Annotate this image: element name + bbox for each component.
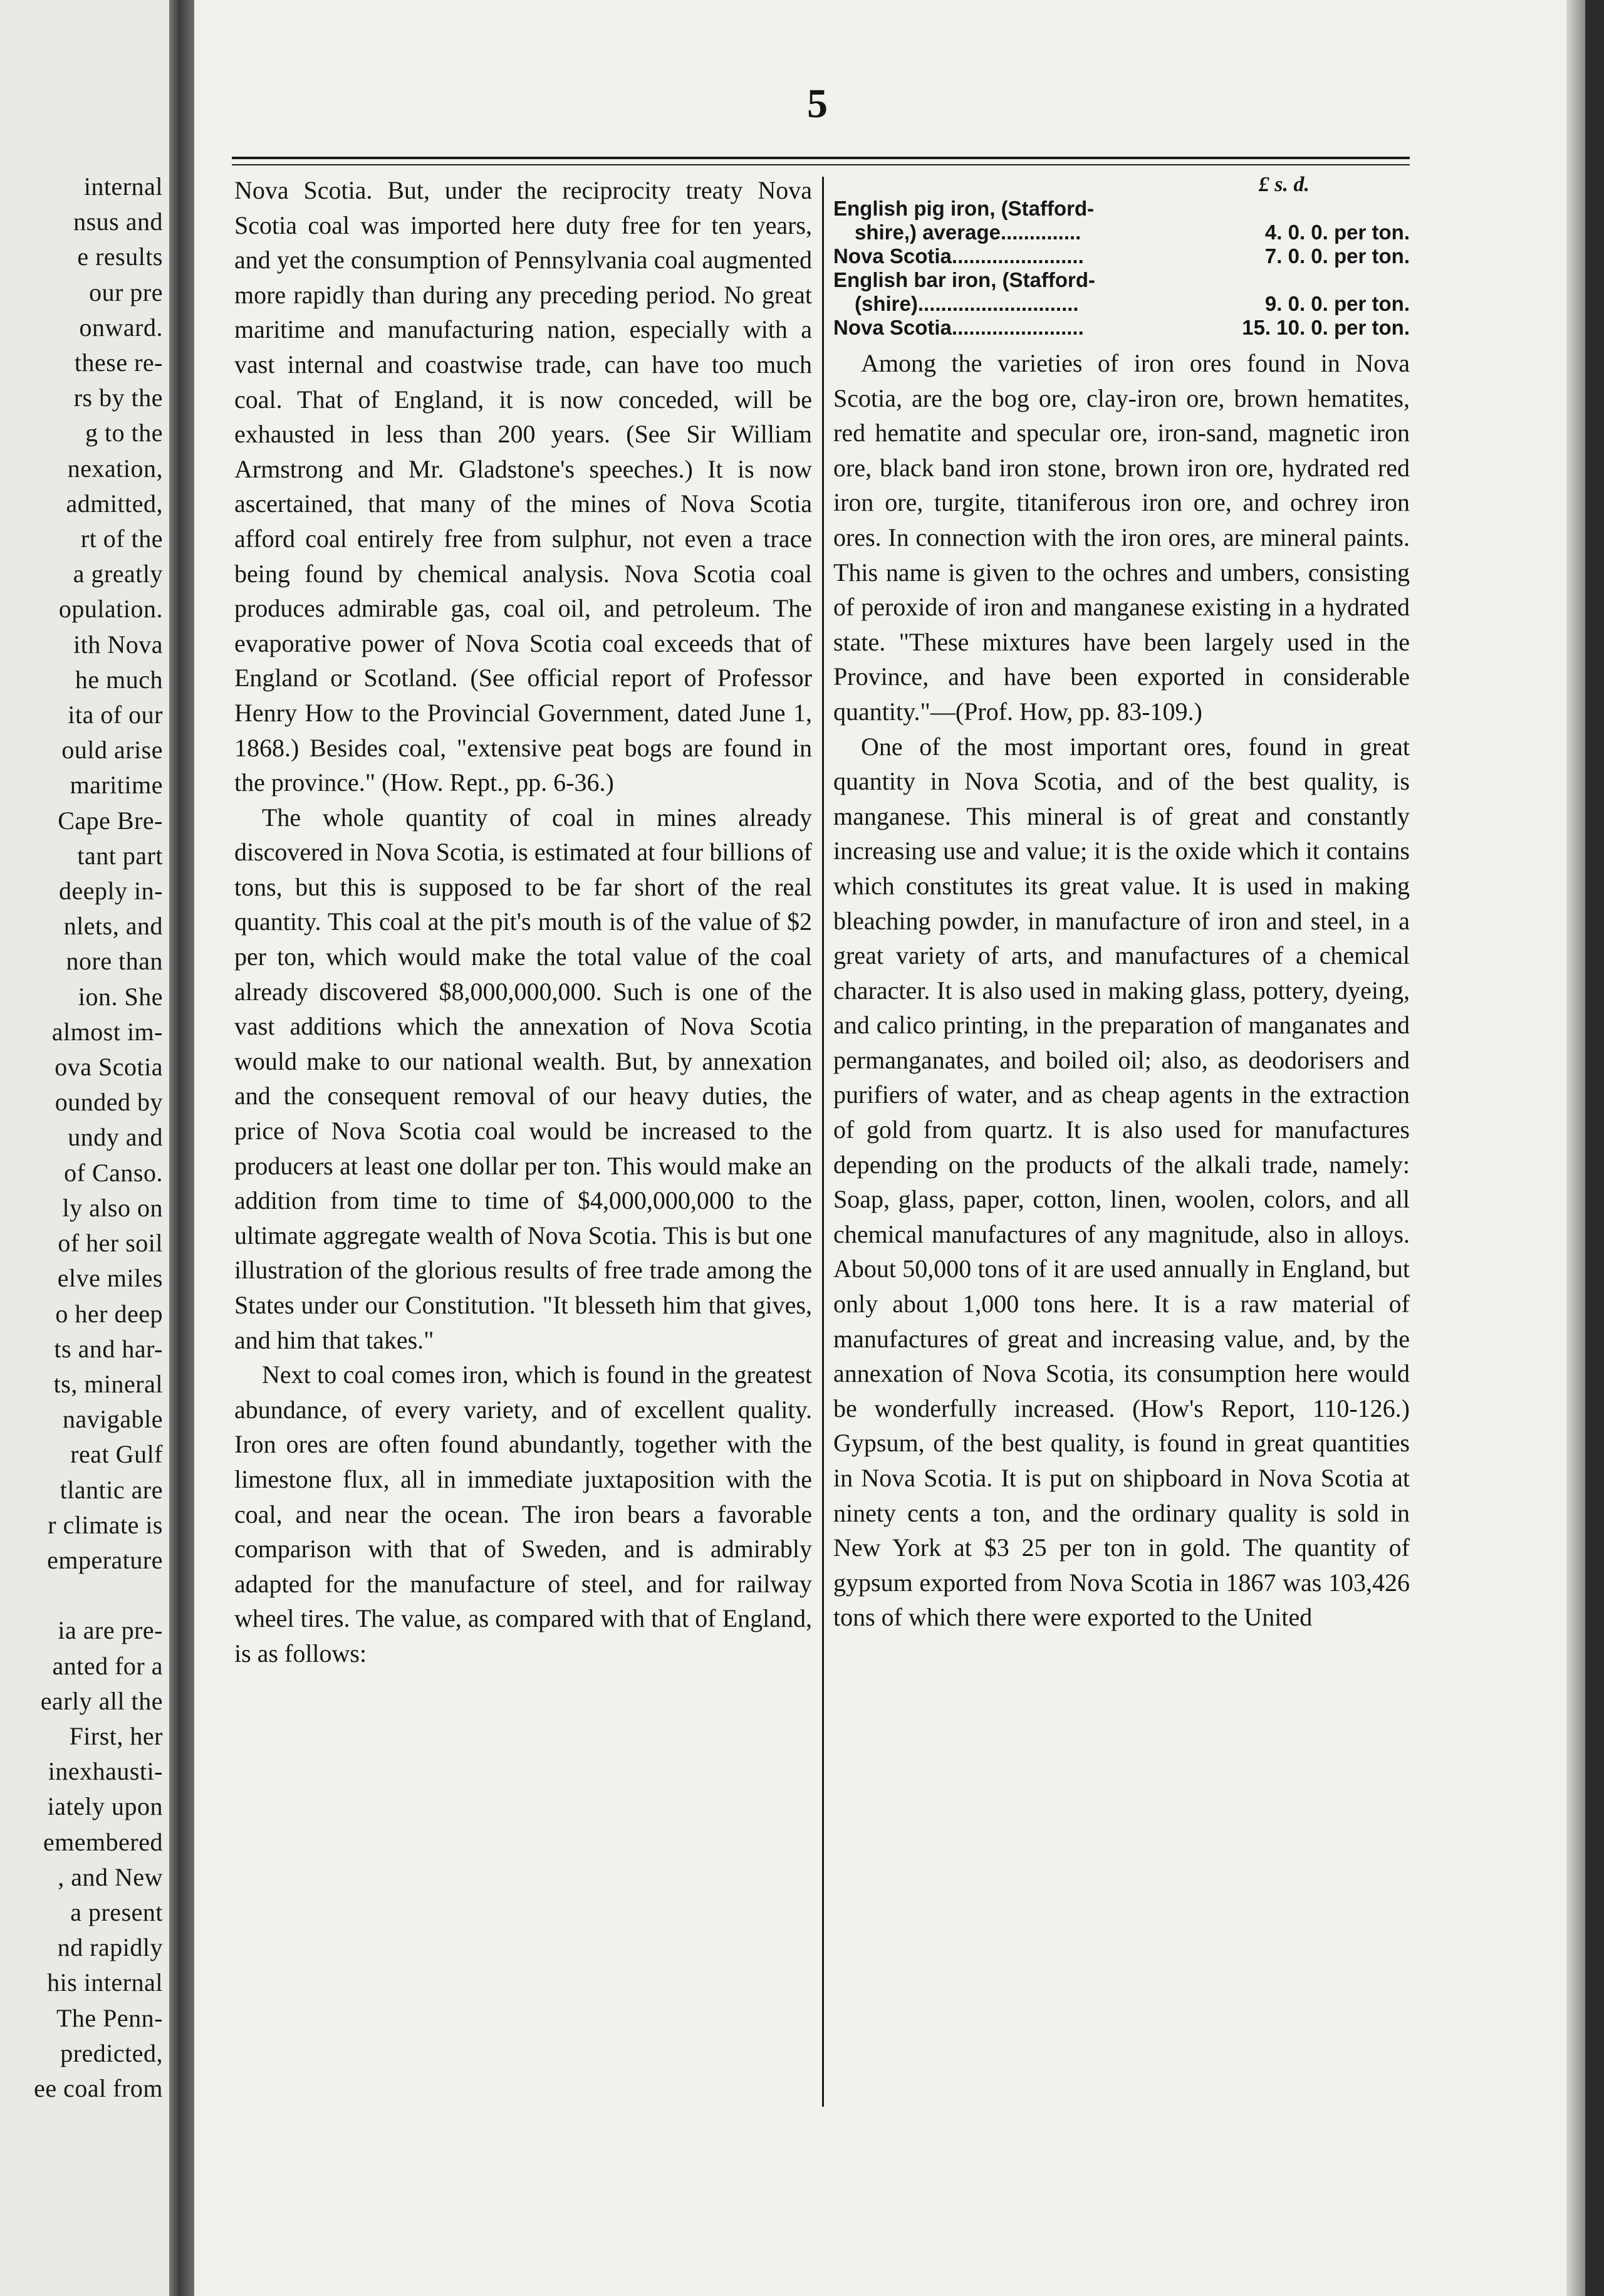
facing-page-fragment [0,0,169,2296]
facing-page-line: rs by the [73,384,163,412]
facing-page-line: anted for a [52,1651,163,1680]
price-row [833,316,1410,340]
book-gutter [169,0,194,2296]
price-row [833,244,1410,268]
facing-page-line: almost im- [51,1017,163,1046]
price-row [833,268,1410,292]
price-item: English bar iron, (Stafford- [833,268,1095,291]
facing-page-line: Cape Bre- [58,806,163,835]
facing-page-line: ly also on [62,1193,163,1222]
facing-page-line: emperature [47,1545,163,1574]
paragraph-iron: Next to coal comes iron, which is found in the greatest abundance, of every variety, and of excellent quality. Iron ores are often found abundantly, together with the limestone flux, all in immediate juxtaposition with the coal, and near the ocean. The iron bears a favorable comparison with that of Sweden, and is admirably adapted for the manufacture of steel, and for railway wheel tires. The value, as compared with that of England, is as follows: [234,1360,812,1667]
facing-page-line: iately upon [47,1792,163,1821]
facing-page-line: tlantic are [60,1475,163,1504]
page-number: 5 [807,81,828,127]
facing-page-line: early all the [40,1686,163,1715]
facing-page-line: inexhausti- [48,1757,163,1786]
price-table-header: £ s. d. [1258,173,1310,196]
facing-page-text [34,169,163,2106]
column-divider [822,177,824,2107]
header-rule [232,157,1410,159]
facing-page-line: nexation, [67,454,163,483]
paragraph-iron-ores: Among the varieties of iron ores found in Nova Scotia, are the bog ore, clay-iron ore, brown hematites, red hematite and specular ore, iron-sand, magnetic iron ore, black band iron stone, brown iron ore, hydrated red iron ore, turgite, titaniferous iron ore, and ochrey iron ores. In connection with the iron ores, are mineral paints. This name is given to the ochres and umbers, consisting of peroxide of iron and manganese existing in a hydrated state. "These mixtures have been largely used in the Province, and have been exported in considerable quantity."—(Prof. How, pp. 83-109.) [833,349,1410,726]
facing-page-line: nd rapidly [57,1933,163,1962]
facing-page-line: ova Scotia [55,1053,163,1082]
price-row [833,292,1410,316]
book-page [194,0,1585,2296]
header-rule-thin [232,164,1410,165]
facing-page-line: a greatly [73,560,163,588]
facing-page-line: reat Gulf [70,1440,163,1469]
facing-page-line: The Penn- [56,2003,163,2032]
right-column [833,173,1410,1635]
facing-page-line: admitted, [66,489,163,518]
facing-page-line: opulation. [58,595,163,624]
left-column [234,173,812,1671]
facing-page-line: First, her [69,1721,163,1750]
facing-page-line: he much [75,665,163,694]
facing-page-line: elve miles [57,1264,163,1293]
price-value: 7. 0. 0. per ton. [1264,244,1410,268]
facing-page-line: internal [83,172,163,201]
facing-page-line: nsus and [73,207,163,236]
iron-price-table [833,173,1410,340]
paragraph-manganese: One of the most important ores, found in great quantity in Nova Scotia, and of the best quality, is manganese. This mineral is of great and constantly increasing use and value; it is the oxide which it contains which constitutes its great value. It is used in making bleaching powder, in manufacture of iron and steel, in a great variety of arts, and manufactures of a chemical character. It is also used in making glass, pottery, dyeing, and calico printing, in the preparation of manganates and permanganates, and boiled oil; also, as deodorisers and purifiers of water, and as cheap agents in the extraction of gold from quartz. It is also used for manufactures depending on the products of the alkali trade, namely: Soap, glass, paper, cotton, linen, woolen, colors, and all chemical manufactures of any magnitude, also in alloys. About 50,000 tons of it are used annually in England, but only about 1,000 tons here. It is a raw material of manufactures of great and increasing value, and, by the annexation of Nova Scotia, its consumption here would be wonderfully increased. (How's Report, 110-126.) Gypsum, of the best quality, is found in great quantities in Nova Scotia. It is put on shipboard in Nova Scotia at ninety cents a ton, and the ordinary quality is sold in New York at $3 25 per ton in gold. The quantity of gypsum exported from Nova Scotia in 1867 was 103,426 tons of which there were exported to the United [833,732,1410,1632]
facing-page-line: of Canso. [64,1158,163,1187]
facing-page-line: emembered [43,1827,163,1856]
facing-page-line [34,1578,163,1613]
paragraph-coal-quantity: The whole quantity of coal in mines already discovered in Nova Scotia, is estimated at four billions of tons, but this is supposed to be far short of the real quantity. This coal at the pit's mouth is of the value of $2 per ton, which would make the total value of the coal already discovered $8,000,000,000. Such is one of the vast additions which the annexation of Nova Scotia would make to our national wealth. But, by annexation and the consequent removal of our heavy duties, the price of Nova Scotia coal would be increased to the producers at least one dollar per ton. This would make an addition from time to time of $4,000,000,000 to the ultimate aggregate wealth of Nova Scotia. This is but one illustration of the glorious results of free trade among the States under our Constitution. "It blesseth him that gives, and him that takes." [234,803,812,1354]
price-value: 15. 10. 0. per ton. [1242,316,1410,339]
facing-page-line: navigable [63,1405,163,1434]
facing-page-line: deeply in- [58,877,163,905]
price-item: Nova Scotia....................... [833,316,1084,339]
facing-page-line: ith Nova [73,630,163,659]
facing-page-line: ould arise [61,736,163,764]
price-value: 4. 0. 0. per ton. [1264,221,1410,244]
facing-page-line: nlets, and [63,912,163,941]
facing-page-line: g to the [85,419,163,447]
facing-page-line: of her soil [58,1229,163,1258]
price-item: Nova Scotia....................... [833,244,1084,268]
facing-page-line: onward. [79,313,163,342]
facing-page-line: ee coal from [34,2074,163,2102]
facing-page-line: ion. She [78,982,163,1011]
facing-page-line: ita of our [68,701,163,729]
price-item: shire,) average.............. [855,221,1081,244]
facing-page-line: ts and har- [54,1334,163,1363]
facing-page-line: ounded by [55,1088,163,1117]
page-edge [1566,0,1585,2296]
facing-page-line: e results [77,243,163,271]
facing-page-line: a present [70,1897,163,1926]
facing-page-line: maritime [70,771,163,800]
facing-page-line: undy and [68,1123,163,1152]
facing-page-line: his internal [47,1968,163,1997]
price-item: (shire)............................ [855,292,1079,315]
price-row [833,197,1410,221]
facing-page-line: nore than [66,947,163,976]
price-value: 9. 0. 0. per ton. [1264,292,1410,315]
facing-page-line: r climate is [48,1510,163,1539]
facing-page-line: these re- [74,348,163,377]
price-item: English pig iron, (Stafford- [833,197,1095,220]
facing-page-line: tant part [77,841,163,870]
facing-page-line: rt of the [80,524,163,553]
facing-page-line: ia are pre- [58,1616,163,1645]
facing-page-line: o her deep [55,1299,163,1328]
facing-page-line: our pre [89,278,163,306]
facing-page-line: ts, mineral [53,1369,163,1398]
price-row [833,221,1410,244]
facing-page-line: predicted, [60,2038,163,2067]
paragraph-coal-continued: Nova Scotia. But, under the reciprocity treaty Nova Scotia coal was imported here duty free for ten years, and yet the consumption of Pennsylvania coal augmented more rapidly than during any preceding period. No great maritime and manufacturing nation, especially with a vast internal and coastwise trade, can have too much coal. That of England, it is now conceded, will be exhausted in less than 200 years. (See Sir William Armstrong and Mr. Gladstone's speeches.) It is now ascertained, that many of the mines of Nova Scotia afford coal entirely free from sulphur, not even a trace being found by chemical analysis. Nova Scotia coal produces admirable gas, coal oil, and petroleum. The evaporative power of Nova Scotia coal exceeds that of England or Scotland. (See official report of Professor Henry How to the Provincial Government, dated June 1, 1868.) Besides coal, "extensive peat bogs are found in the province." (How. Rept., pp. 6-36.) [234,176,812,797]
facing-page-line: , and New [58,1862,163,1891]
